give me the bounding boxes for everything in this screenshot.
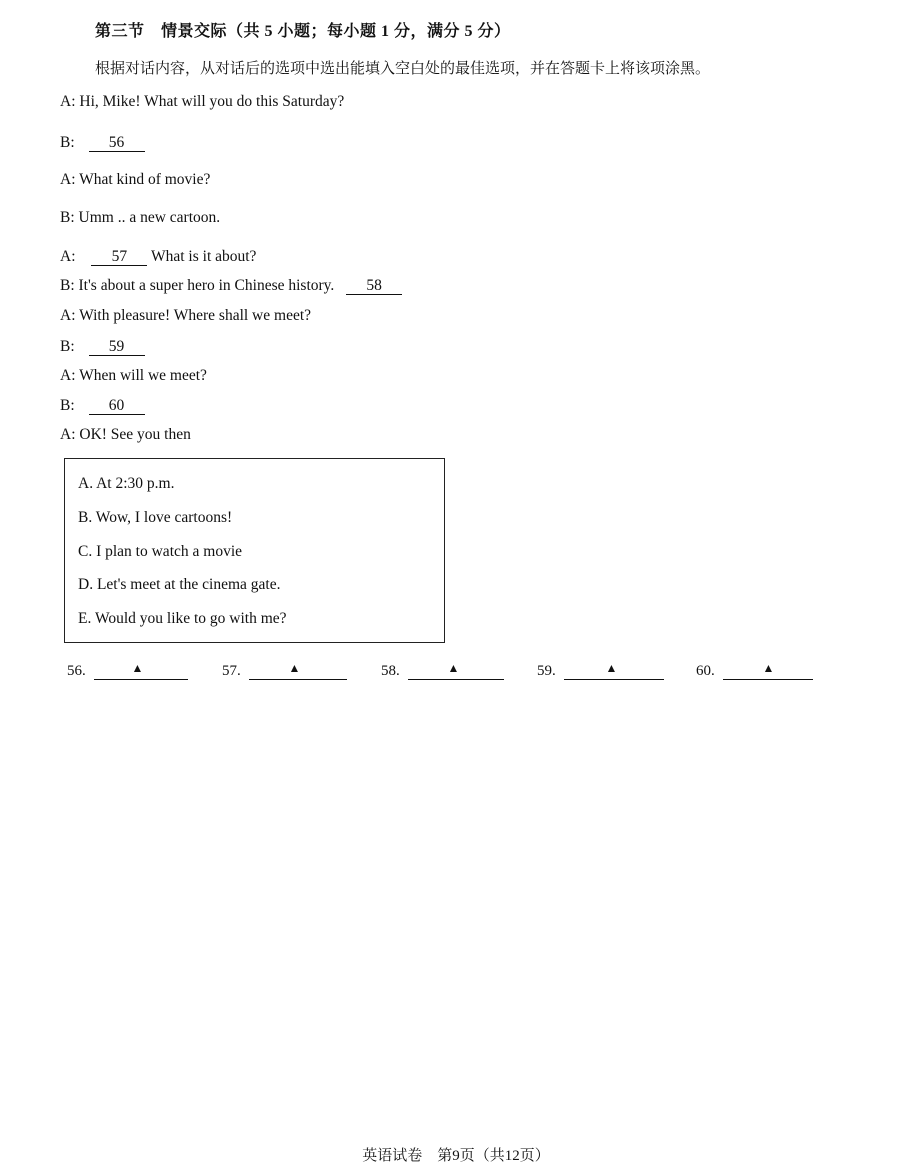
option-a: A. At 2:30 p.m. [78, 475, 175, 492]
dialogue-line-10 [60, 397, 145, 415]
blank-59: 59 [89, 339, 145, 356]
triangle-icon: ▲ [762, 661, 775, 675]
triangle-icon: ▲ [288, 661, 301, 675]
speaker-label: B: [60, 134, 75, 151]
triangle-icon: ▲ [131, 661, 144, 675]
option-c: C. I plan to watch a movie [78, 543, 242, 560]
option-e: E. Would you like to go with me? [78, 610, 287, 627]
speaker-label: B: [60, 397, 75, 414]
answer-label: 57. [222, 663, 241, 679]
answer-blank [564, 661, 664, 680]
answer-blank [408, 661, 504, 680]
answer-56 [67, 661, 188, 680]
dialogue-line-8 [60, 338, 145, 356]
triangle-icon: ▲ [447, 661, 460, 675]
dialogue-line-9: A: When will we meet? [60, 367, 207, 384]
section-instruction: 根据对话内容，从对话后的选项中选出能填入空白处的最佳选项，并在答题卡上将该项涂黑。 [95, 61, 711, 77]
dialogue-text: B: It's about a super hero in Chinese history. [60, 277, 335, 294]
triangle-icon: ▲ [605, 661, 618, 675]
blank-60: 60 [89, 398, 145, 415]
options-box [64, 458, 445, 643]
blank-57: 57 [91, 249, 147, 266]
answer-57 [222, 661, 347, 680]
section-heading: 第三节 情景交际（共 5 小题；每小题 1 分，满分 5 分） [95, 23, 511, 40]
dialogue-line-3: A: What kind of movie? [60, 171, 211, 188]
dialogue-line-7: A: With pleasure! Where shall we meet? [60, 307, 312, 324]
answer-59 [537, 661, 664, 680]
speaker-label: A: [60, 248, 76, 265]
dialogue-line-5 [60, 248, 256, 266]
dialogue-suffix: What is it about? [150, 248, 257, 265]
blank-56: 56 [89, 135, 145, 152]
answer-label: 60. [696, 663, 715, 679]
answer-60 [696, 661, 813, 680]
answer-58 [381, 661, 504, 680]
dialogue-line-11: A: OK! See you then [60, 426, 191, 443]
answer-blank [94, 661, 188, 680]
dialogue-line-6 [60, 277, 402, 295]
answer-label: 59. [537, 663, 556, 679]
answer-label: 56. [67, 663, 86, 679]
option-d: D. Let's meet at the cinema gate. [78, 576, 281, 593]
dialogue-line-4: B: Umm .. a new cartoon. [60, 209, 221, 226]
dialogue-line-1: A: Hi, Mike! What will you do this Saturday? [60, 93, 345, 110]
answer-blank [723, 661, 813, 680]
dialogue-line-2 [60, 134, 145, 152]
speaker-label: B: [60, 338, 75, 355]
option-b: B. Wow, I love cartoons! [78, 509, 233, 526]
page-footer: 英语试卷 第9页（共12页） [362, 1148, 550, 1164]
answer-blank [249, 661, 347, 680]
answer-label: 58. [381, 663, 400, 679]
blank-58: 58 [346, 278, 402, 295]
